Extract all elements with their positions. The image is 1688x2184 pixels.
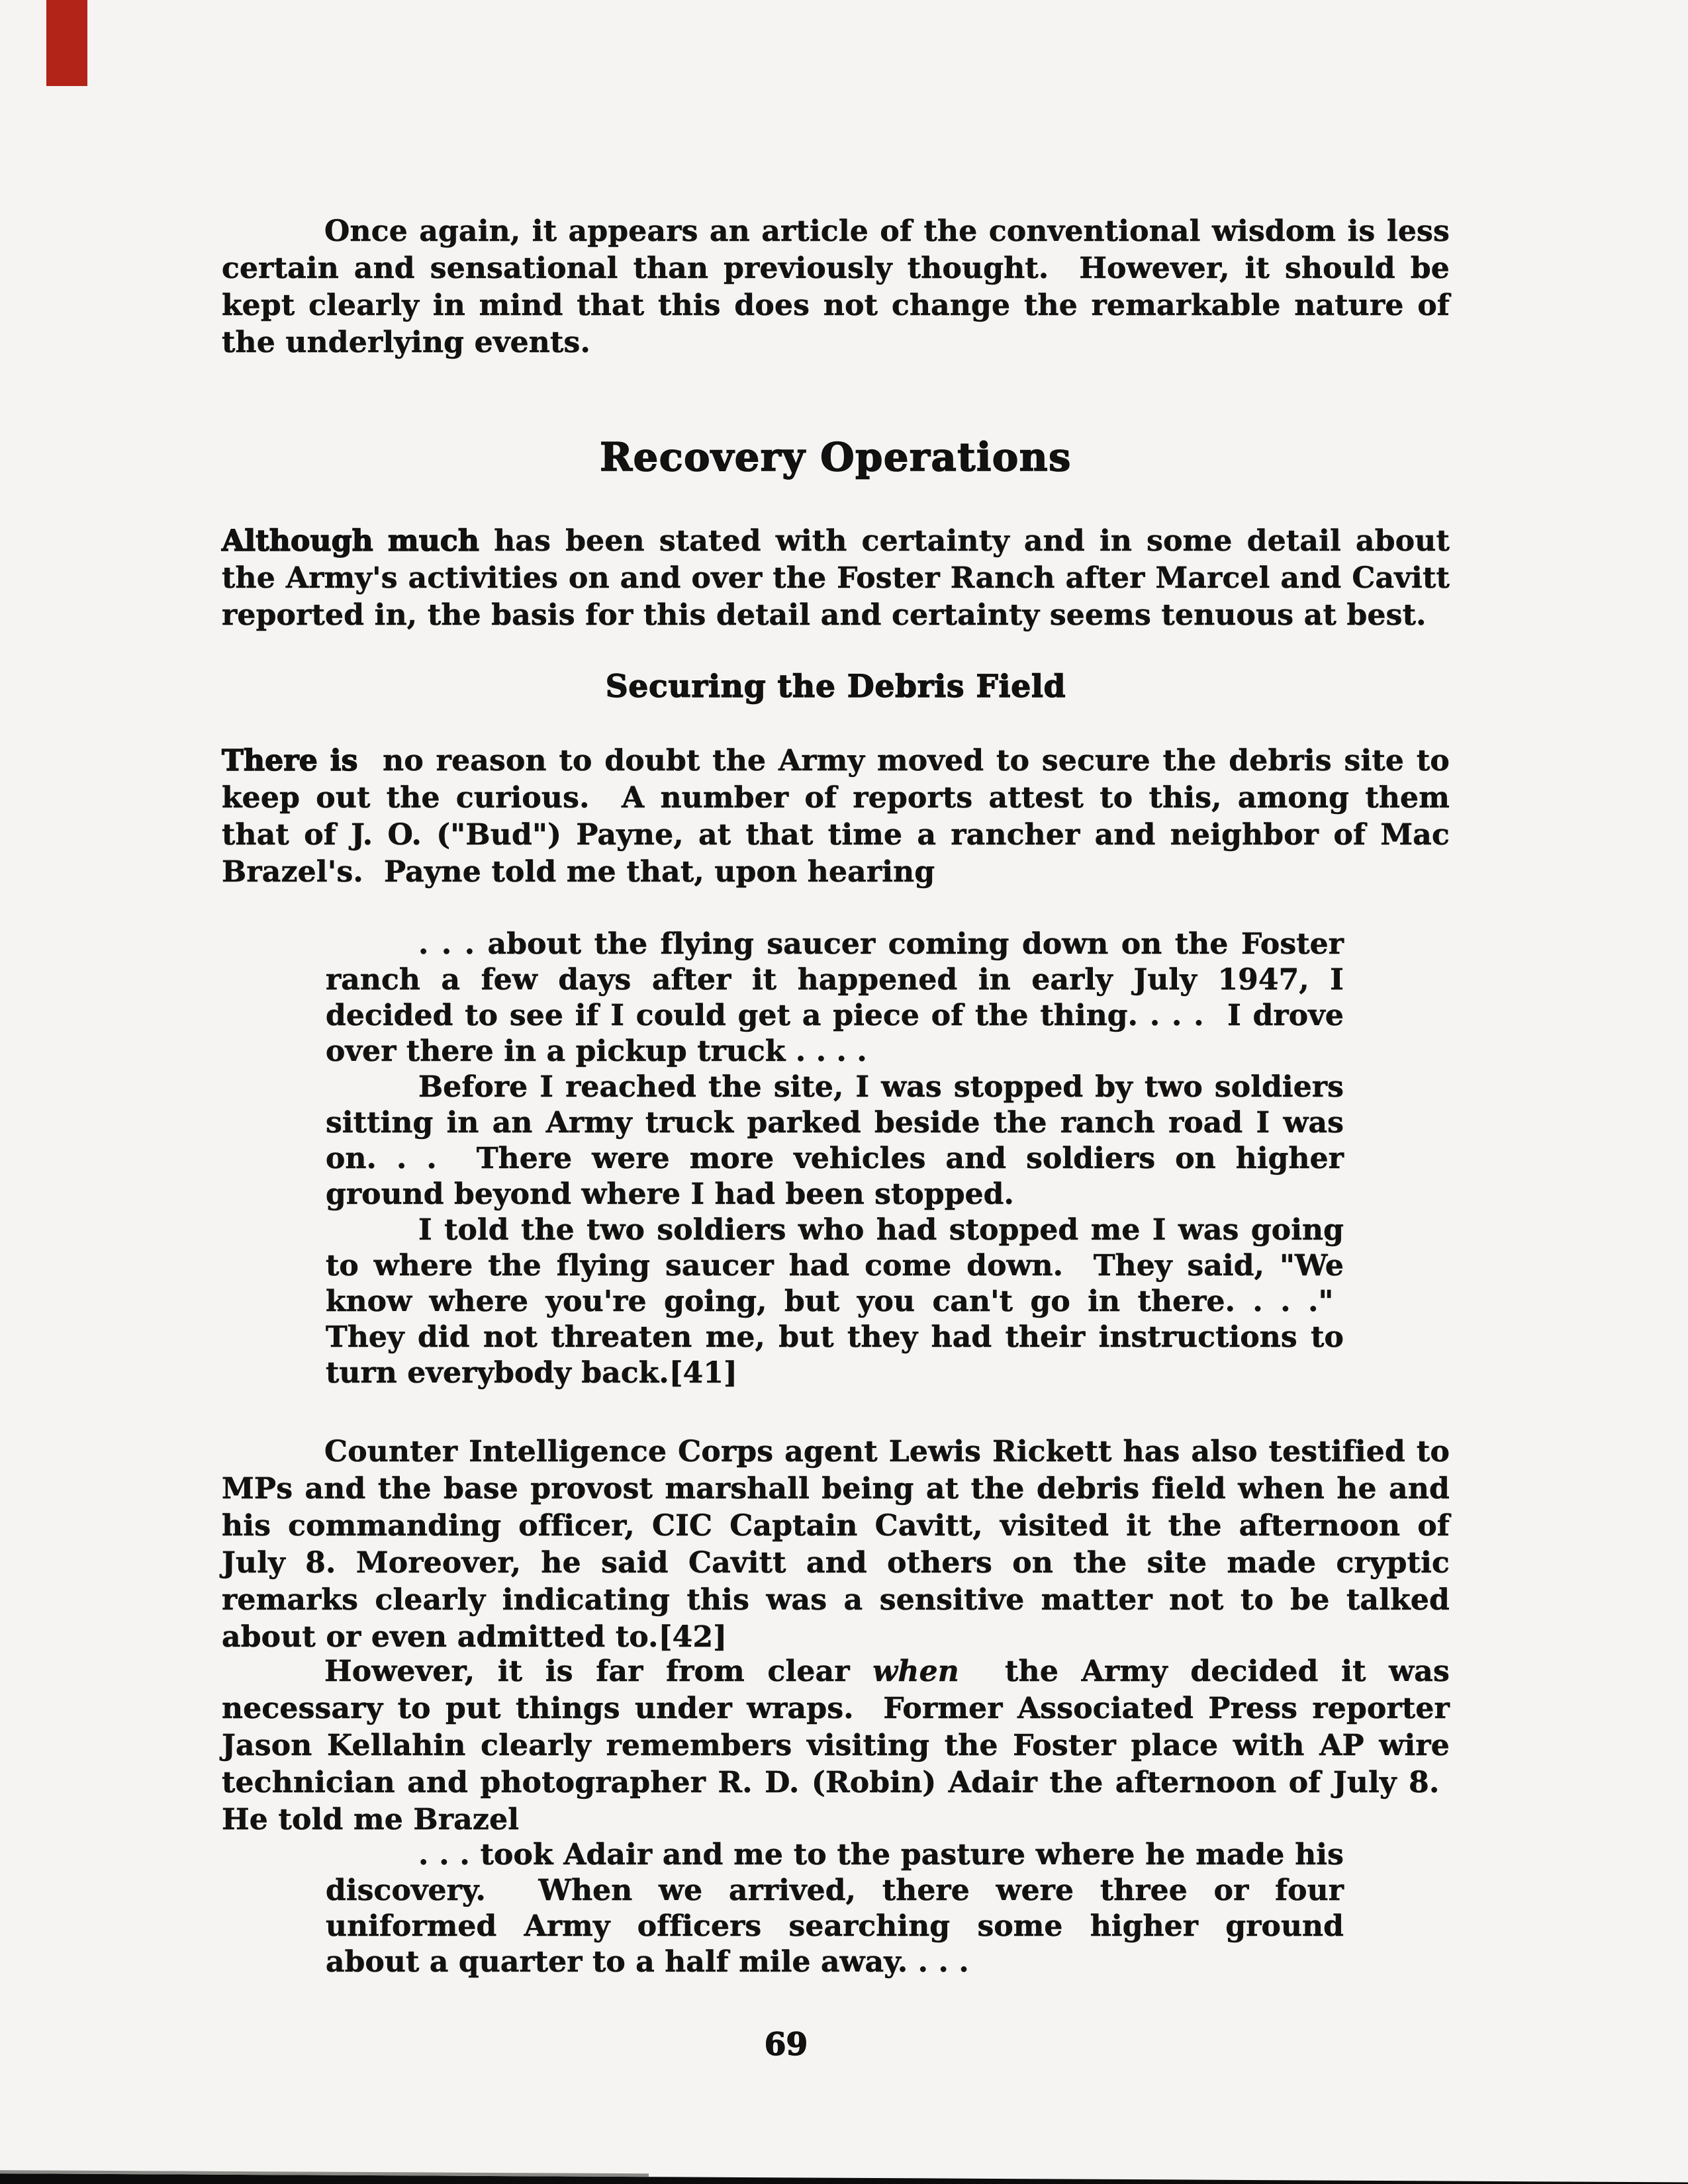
paragraph-however-post: the Army decided it was necessary to put things under wraps. Former Associated Press reporter Jason Kellahin clearly remembers visiting the Foster place with AP wire technician and photographer R. D. (Robin) Adair the afternoon of July 8. He told me Brazel	[222, 1655, 1450, 1837]
page-text-column	[222, 0, 1450, 2184]
paragraph-there-is	[222, 743, 1450, 891]
subsection-heading-securing-debris-field: Securing the Debris Field	[605, 668, 1066, 705]
paragraph-however-pre: However, it is far from clear	[324, 1655, 873, 1688]
blockquote-kellahin-testimony	[222, 1837, 1450, 1980]
page-number: 69	[764, 2026, 808, 2063]
red-edge-mark	[46, 0, 87, 86]
paragraph-intro: Once again, it appears an article of the conventional wisdom is less certain and sensational than previously thought. However, it should be kept clearly in mind that this does not change the remarkable nature of the underlying events.	[222, 214, 1450, 359]
paragraph-counter-intelligence: Counter Intelligence Corps agent Lewis Rickett has also testified to MPs and the base provost marshall being at the debris field when he and his commanding officer, CIC Captain Cavitt, visited it the afternoon of July 8. Moreover, he said Cavitt and others on the site made cryptic remarks clearly indicating this was a sensitive matter not to be talked about or even admitted to.[42]	[222, 1435, 1450, 1654]
italic-word-when: when	[872, 1655, 959, 1688]
paragraph-however	[222, 1653, 1450, 1839]
paragraph-although-rest: has been stated with certainty and in some detail about the Army's activities on and over the Foster Ranch after Marcel and Cavitt reported in, the basis for this detail and certainty seems tenuous at best.	[222, 524, 1450, 632]
lead-in-there-is: There is	[222, 744, 358, 778]
lead-in-although-much: Although much	[222, 524, 480, 558]
paragraph-there-is-rest: no reason to doubt the Army moved to secure the debris site to keep out the curious. A number of reports attest to this, among them that of J. O. ("Bud") Payne, at that time a rancher and neighbor of Mac Brazel's. Payne told me that, upon hearing	[222, 744, 1450, 889]
quote-paragraph-flying-saucer: . . . about the flying saucer coming down on the Foster ranch a few days after it happened in early July 1947, I decided to see if I could get a piece of the thing. . . . I drove over there in a pickup truck . . . .	[326, 927, 1344, 1068]
quote-paragraph-turn-everybody-back: I told the two soldiers who had stopped me I was going to where the flying saucer had come down. They said, "We know where you're going, but you can't go in there. . . ." They did not threaten me, but they had their instructions to turn everybody back.[41]	[326, 1213, 1344, 1390]
quote-paragraph-took-adair: . . . took Adair and me to the pasture where he made his discovery. When we arrived, there were three or four uniformed Army officers searching some higher ground about a quarter to a half mile away. . . .	[326, 1838, 1344, 1979]
paragraph-although	[222, 523, 1450, 634]
blockquote-payne-testimony	[222, 927, 1450, 1391]
section-heading-recovery-operations: Recovery Operations	[600, 434, 1072, 480]
quote-paragraph-stopped-by-soldiers: Before I reached the site, I was stopped by two soldiers sitting in an Army truck parked beside the ranch road I was on. . . There were more vehicles and soldiers on higher ground beyond where I had been stopped.	[326, 1070, 1344, 1211]
